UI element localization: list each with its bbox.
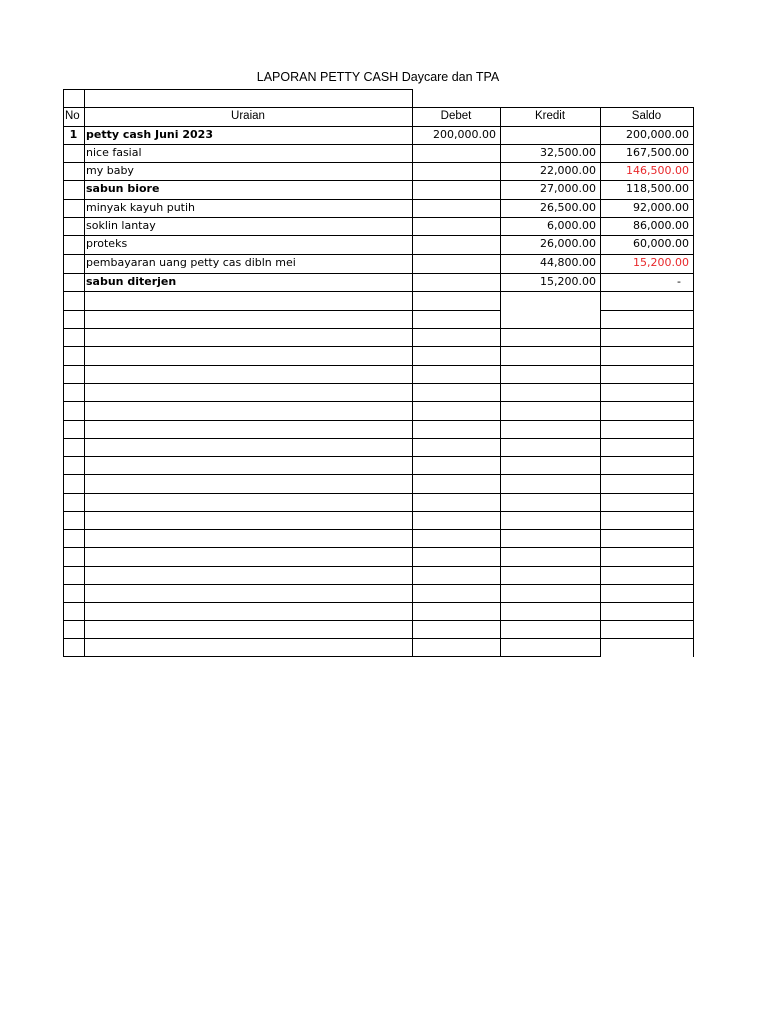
row-uraian: sabun biore bbox=[86, 182, 160, 195]
row-debet bbox=[412, 235, 496, 253]
row-kredit: 15,200.00 bbox=[540, 275, 596, 288]
row-saldo: 200,000.00 bbox=[626, 128, 689, 141]
row-uraian: my baby bbox=[86, 164, 134, 177]
row-debet bbox=[412, 217, 496, 235]
row-no: 1 bbox=[69, 128, 78, 141]
row-no bbox=[63, 254, 84, 272]
table-border-line bbox=[412, 89, 413, 107]
row-kredit: 27,000.00 bbox=[540, 182, 596, 195]
row-no bbox=[63, 162, 84, 180]
row-kredit: 32,500.00 bbox=[540, 146, 596, 159]
row-saldo: - bbox=[677, 275, 681, 288]
row-uraian: proteks bbox=[86, 237, 128, 250]
row-no bbox=[63, 235, 84, 253]
row-no bbox=[63, 144, 84, 162]
table-border-top bbox=[63, 89, 413, 90]
row-saldo: 92,000.00 bbox=[633, 201, 689, 214]
header-uraian: Uraian bbox=[231, 110, 265, 122]
row-no bbox=[63, 217, 84, 235]
row-debet: 200,000.00 bbox=[433, 128, 496, 141]
row-no bbox=[63, 199, 84, 217]
header-debet: Debet bbox=[440, 110, 472, 122]
header-saldo: Saldo bbox=[631, 110, 662, 122]
row-uraian: sabun diterjen bbox=[86, 275, 177, 288]
row-uraian: nice fasial bbox=[86, 146, 142, 159]
table-col-line bbox=[693, 107, 694, 657]
row-kredit: 26,000.00 bbox=[540, 237, 596, 250]
row-no bbox=[63, 273, 84, 291]
row-debet bbox=[412, 273, 496, 291]
row-saldo: 167,500.00 bbox=[626, 146, 689, 159]
row-uraian: minyak kayuh putih bbox=[86, 201, 196, 214]
row-debet bbox=[412, 254, 496, 272]
row-kredit bbox=[500, 126, 596, 144]
row-uraian: pembayaran uang petty cas dibln mei bbox=[86, 256, 296, 269]
report-title: LAPORAN PETTY CASH Daycare dan TPA bbox=[256, 70, 500, 84]
header-no: No bbox=[65, 110, 80, 122]
row-debet bbox=[412, 144, 496, 162]
header-kredit: Kredit bbox=[534, 110, 566, 122]
row-saldo: 86,000.00 bbox=[633, 219, 689, 232]
row-debet bbox=[412, 199, 496, 217]
row-kredit: 26,500.00 bbox=[540, 201, 596, 214]
row-kredit: 44,800.00 bbox=[540, 256, 596, 269]
merged-cell-mask bbox=[501, 310, 600, 311]
row-saldo: 146,500.00 bbox=[626, 164, 689, 177]
table-row-line bbox=[63, 656, 601, 657]
row-debet bbox=[412, 180, 496, 198]
row-uraian: soklin lantay bbox=[86, 219, 156, 232]
row-saldo: 15,200.00 bbox=[633, 256, 689, 269]
row-kredit: 6,000.00 bbox=[547, 219, 596, 232]
row-debet bbox=[412, 162, 496, 180]
row-no bbox=[63, 180, 84, 198]
table-col-line bbox=[84, 89, 85, 657]
row-uraian: petty cash Juni 2023 bbox=[86, 128, 213, 141]
row-kredit: 22,000.00 bbox=[540, 164, 596, 177]
row-saldo: 60,000.00 bbox=[633, 237, 689, 250]
row-saldo: 118,500.00 bbox=[626, 182, 689, 195]
